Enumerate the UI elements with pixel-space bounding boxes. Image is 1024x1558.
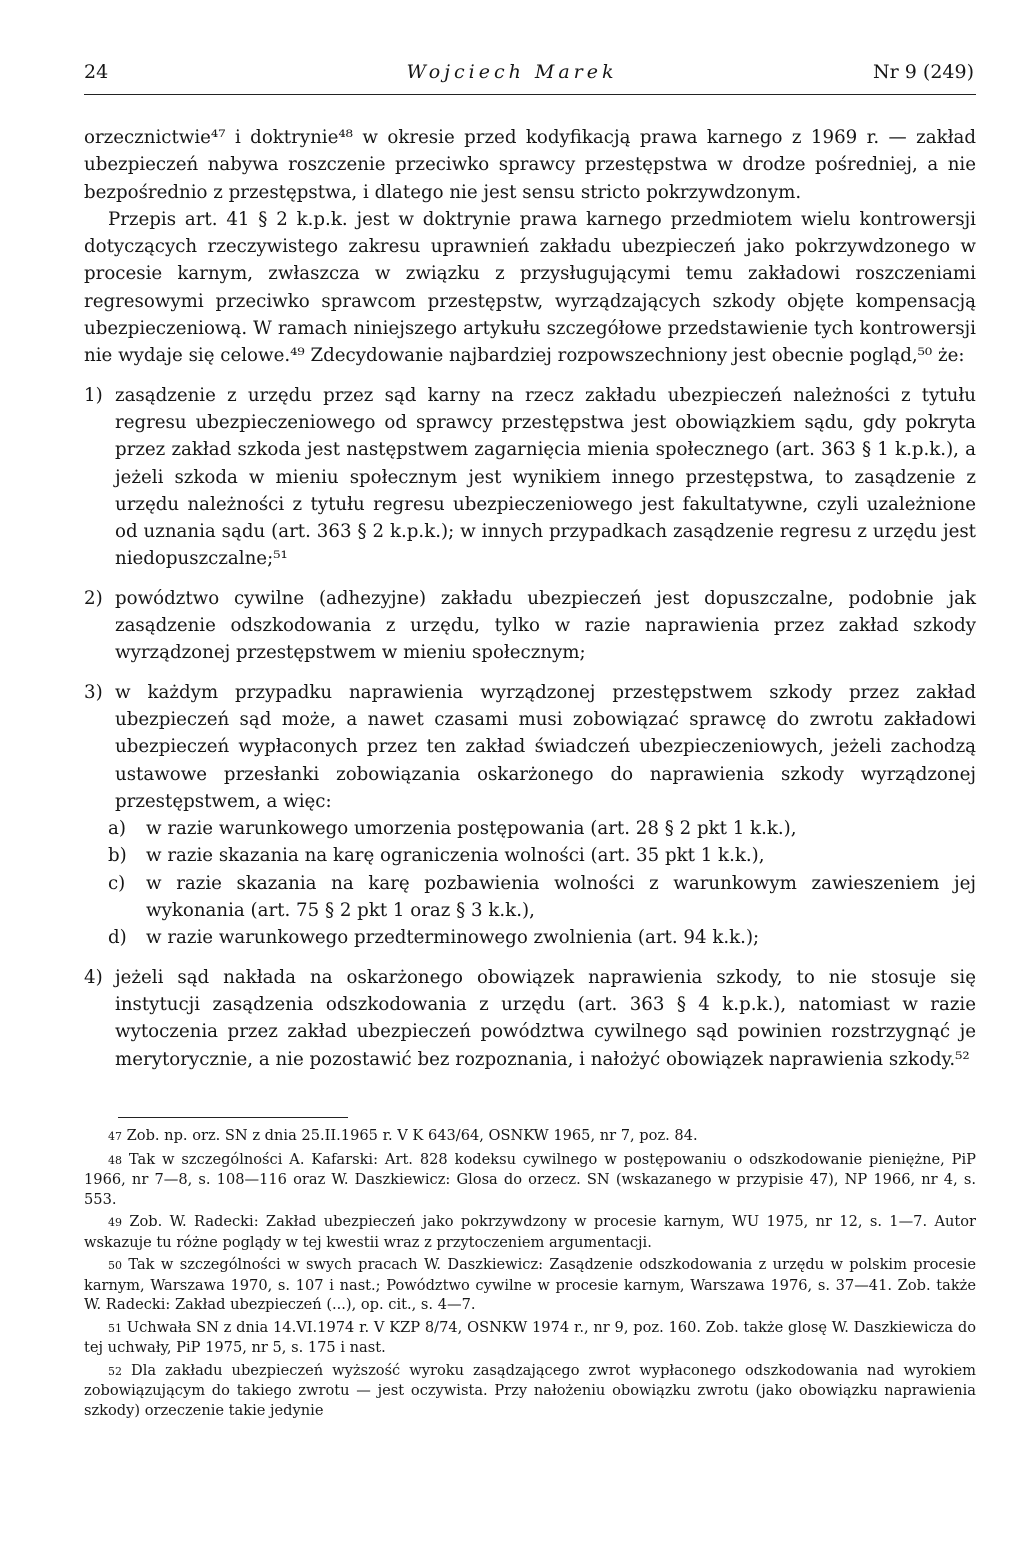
footnote	[84, 1318, 976, 1358]
footnote-number: 47	[108, 1130, 122, 1143]
list-text: powództwo cywilne (adhezyjne) zakładu ubezpieczeń jest dopuszczalne, podobnie jak zasądzenie odszkodowania z urzędu, tylko w razie naprawienia przez zakład szkody wyrządzonej przestępstwem w mieniu społecznym;	[115, 587, 976, 664]
footnote-rule	[118, 1117, 348, 1118]
sub-list-letter: b)	[108, 845, 127, 867]
list-number: 1)	[84, 384, 103, 406]
footnote-text: Uchwała SN z dnia 14.VI.1974 r. V KZP 8/74, OSNKW 1974 r., nr 9, poz. 160. Zob. także glosę W. Daszkiewicza do tej uchwały, PiP 1975, nr 5, s. 175 i nast.	[84, 1318, 976, 1356]
footnote-number: 52	[108, 1364, 122, 1378]
footnotes	[84, 1126, 976, 1423]
list-number: 4)	[84, 966, 103, 988]
list-item	[84, 964, 976, 1073]
footnote	[84, 1361, 976, 1421]
running-header-author: Wojciech Marek	[406, 61, 618, 83]
header-rule	[84, 94, 976, 95]
footnote-text: Zob. np. orz. SN z dnia 25.II.1965 r. V K 643/64, OSNKW 1965, nr 7, poz. 84.	[126, 1127, 698, 1144]
list-item	[84, 585, 976, 667]
list-text: w każdym przypadku naprawienia wyrządzonej przestępstwem szkody przez zakład ubezpieczeń sąd może, a nawet czasami musi zobowiązać sprawcę do zwrotu zakładowi ubezpieczeń wypłaconych przez ten zakład świadczeń ubezpieczeniowych, jeżeli zachodzą ustawowe przesłanki zobowiązania oskarżonego do naprawienia szkody wyrządzonej przestępstwem, a więc:	[115, 681, 976, 812]
footnote-number: 49	[108, 1216, 122, 1229]
sub-list-text: w razie warunkowego przedterminowego zwolnienia (art. 94 k.k.);	[146, 927, 760, 949]
page-number: 24	[84, 61, 109, 83]
sub-list-text: w razie warunkowego umorzenia postępowania (art. 28 § 2 pkt 1 k.k.),	[146, 818, 797, 840]
footnote	[84, 1255, 976, 1315]
sub-list-text: w razie skazania na karę ograniczenia wolności (art. 35 pkt 1 k.k.),	[146, 845, 765, 867]
list-text: jeżeli sąd nakłada na oskarżonego obowiązek naprawienia szkody, to nie stosuje się instytucji zasądzenia odszkodowania z urzędu (art. 363 § 4 k.p.k.), natomiast w razie wytoczenia przez zakład ubezpieczeń powództwa cywilnego sąd powinien rozstrzygnąć je merytorycznie, a nie pozostawić bez rozpoznania, i nałożyć obowiązek naprawienia szkody.⁵²	[115, 966, 976, 1070]
sub-list-letter: c)	[108, 872, 126, 894]
paragraph: orzecznictwie⁴⁷ i doktrynie⁴⁸ w okresie przed kodyfikacją prawa karnego z 1969 r. — zakład ubezpieczeń nabywa roszczenie przeciwko sprawcy przestępstwa w drodze pośredniej, a nie bezpośrednio z przestępstwa, i dlatego nie jest sensu stricto pokrzywdzonym.	[84, 127, 976, 203]
footnote	[84, 1150, 976, 1210]
sub-list-text: w razie skazania na karę pozbawienia wolności z warunkowym zawieszeniem jej wykonania (art. 75 § 2 pkt 1 oraz § 3 k.k.),	[146, 872, 976, 922]
sub-list-item	[108, 842, 976, 869]
sub-list-item	[108, 870, 976, 925]
footnote-number: 48	[108, 1153, 122, 1167]
footnote-text: Tak w szczególności A. Kafarski: Art. 828 kodeksu cywilnego w postępowaniu o odszkodowanie pieniężne, PiP 1966, nr 7—8, s. 108—116 oraz W. Daszkiewicz: Glosa do orzecz. SN (wskazanego w przypisie 47), NP 1966, nr 4, s. 553.	[84, 1150, 976, 1208]
main-text	[84, 124, 976, 1073]
sub-list-letter: d)	[108, 927, 127, 949]
footnote-text: Tak w szczególności w swych pracach W. Daszkiewicz: Zasądzenie odszkodowania z urzędu w polskim procesie karnym, Warszawa 1970, s. 107 i nast.; Powództwo cywilne w procesie karnym, Warszawa 1976, s. 37—41. Zob. także W. Radecki: Zakład ubezpieczeń (...), op. cit., s. 4—7.	[84, 1256, 977, 1313]
footnote	[84, 1212, 976, 1252]
footnote-number: 50	[108, 1259, 122, 1272]
paragraph: Przepis art. 41 § 2 k.p.k. jest w doktrynie prawa karnego przedmiotem wielu kontrowersji dotyczących rzeczywistego zakresu uprawnień zakładu ubezpieczeń jako pokrzywdzonego w procesie karnym, zwłaszcza w związku z przysługującymi temu zakładowi roszczeniami regresowymi przeciwko sprawcom przestępstw, wyrządzających szkody objęte kompensacją ubezpieczeniową. W ramach niniejszego artykułu szczegółowe przedstawienie tych kontrowersji nie wydaje się celowe.⁴⁹ Zdecydowanie najbardziej rozpowszechniony jest obecnie pogląd,⁵⁰ że:	[84, 208, 976, 367]
sub-list-item	[108, 815, 976, 842]
footnote	[84, 1126, 976, 1147]
list-item	[84, 382, 976, 573]
footnote-text: Dla zakładu ubezpieczeń wyższość wyroku zasądzającego zwrot wypłaconego odszkodowania nad wyrokiem zobowiązującym do takiego zwrotu — jest oczywista. Przy nałożeniu obowiązku zwrotu (jako obowiązku naprawienia szkody) orzeczenie takie jedynie	[84, 1361, 976, 1419]
footnote-number: 51	[108, 1321, 122, 1335]
list-number: 2)	[84, 587, 103, 609]
sub-list-letter: a)	[108, 818, 126, 840]
list-text: zasądzenie z urzędu przez sąd karny na rzecz zakładu ubezpieczeń należności z tytułu regresu ubezpieczeniowego od sprawcy przestępstwa jest obowiązkiem sądu, gdy pokryta przez zakład szkoda jest następstwem zagarnięcia mienia społecznego (art. 363 § 1 k.p.k.), a jeżeli szkoda w mieniu społecznym jest wynikiem innego przestępstwa, to zasądzenie z urzędu należności z tytułu regresu ubezpieczeniowego jest fakultatywne, czyli uzależnione od uznania sądu (art. 363 § 2 k.p.k.); w innych przypadkach zasądzenie regresu z urzędu jest niedopuszczalne;⁵¹	[115, 384, 976, 570]
issue-number: Nr 9 (249)	[873, 61, 974, 83]
footnote-text: Zob. W. Radecki: Zakład ubezpieczeń jako pokrzywdzony w procesie karnym, WU 1975, nr 12, s. 1—7. Autor wskazuje tu różne poglądy w tej kwestii wraz z przytoczeniem argumentacji.	[84, 1213, 977, 1251]
list-number: 3)	[84, 681, 103, 703]
list-item	[84, 679, 976, 815]
sub-list-item	[108, 924, 976, 951]
